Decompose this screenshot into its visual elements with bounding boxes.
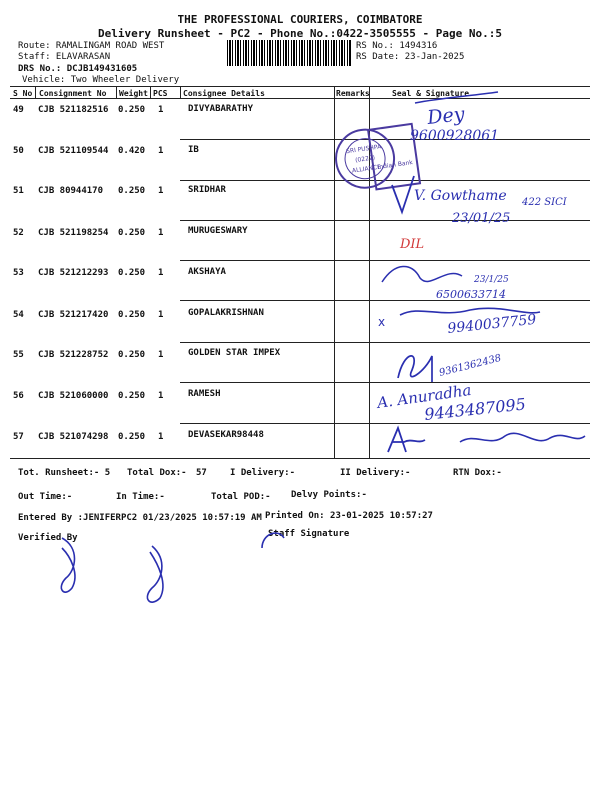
handwriting-row49-sign: Dey — [426, 103, 466, 129]
row-consignee: RAMESH — [188, 389, 221, 399]
drs-number: DRS No.: DCJB149431605 — [18, 64, 138, 74]
row-consignee: AKSHAYA — [188, 267, 226, 277]
col-header-consignee: Consignee Details — [183, 89, 265, 98]
row-pcs: 1 — [158, 310, 164, 320]
row-sno: 54 — [13, 310, 24, 320]
row-sno: 52 — [13, 228, 24, 238]
staff-label: Staff: ELAVARASAN — [18, 52, 111, 62]
row-sno: 50 — [13, 146, 24, 156]
handwriting-row49-phone: 9600928061 — [410, 128, 500, 144]
signature-stroke — [415, 92, 498, 103]
signature-stroke — [392, 176, 414, 212]
row-weight: 0.250 — [118, 391, 146, 401]
handwriting-row53-phone: 6500633714 — [436, 288, 506, 301]
row-pcs: 1 — [158, 186, 164, 196]
total-pod: Total POD:- — [211, 492, 271, 502]
stamp-text-1: SRI PUSHPA — [345, 143, 382, 156]
stamp-text-4: Indian Bank — [377, 159, 414, 171]
row-consignee: DIVYABARATHY — [188, 104, 254, 114]
ii-delivery: II Delivery:- — [340, 468, 411, 478]
col-header-consignment: Consignment No — [39, 89, 107, 98]
company-title: THE PROFESSIONAL COURIERS, COIMBATORE — [177, 13, 423, 26]
row-consignment: CJB 521060000 — [38, 391, 109, 401]
row-sno: 51 — [13, 186, 24, 196]
rs-date: RS Date: 23-Jan-2025 — [356, 52, 465, 62]
row-consignment: CJB 521109544 — [38, 146, 109, 156]
row-pcs: 1 — [158, 146, 164, 156]
total-dox-label: Total Dox:- — [127, 468, 187, 478]
row-pcs: 1 — [158, 228, 164, 238]
row-consignment: CJB 521182516 — [38, 105, 109, 115]
stamp-text-3: ALLIANCE — [351, 163, 382, 175]
row-weight: 0.250 — [118, 350, 146, 360]
row-weight: 0.420 — [118, 146, 146, 156]
handwriting-row56-sign: A. Anuradha — [376, 380, 473, 412]
printed-on: Printed On: 23-01-2025 10:57:27 — [265, 511, 433, 521]
row-consignment: CJB 521198254 — [38, 228, 109, 238]
row-consignment: CJB 521228752 — [38, 350, 109, 360]
row-sno: 56 — [13, 391, 24, 401]
handwriting-row55-phone: 9361362438 — [438, 352, 503, 379]
row-consignment: CJB 80944170 — [38, 186, 104, 196]
col-header-weight: Weight — [119, 89, 148, 98]
in-time: In Time:- — [116, 492, 165, 502]
col-header-pcs: PCS — [153, 89, 168, 98]
out-time: Out Time:- — [18, 492, 73, 502]
delvy-points: Delvy Points:- — [291, 490, 367, 500]
signature-stroke — [460, 433, 585, 442]
row-weight: 0.250 — [118, 186, 146, 196]
staff-signature-mark — [262, 533, 284, 548]
handwriting-row53-date: 23/1/25 — [474, 275, 509, 285]
handwriting-row51-code: 422 SICI — [522, 197, 567, 208]
stamp-text-2: (0222) — [354, 154, 376, 165]
row-weight: 0.250 — [118, 228, 146, 238]
row-pcs: 1 — [158, 105, 164, 115]
col-header-remarks: Remarks — [336, 89, 370, 98]
verified-signature — [61, 538, 75, 592]
row-sno: 49 — [13, 105, 24, 115]
route-label: Route: RAMALINGAM ROAD WEST — [18, 41, 165, 51]
total-dox-value: 57 — [196, 468, 207, 478]
row-pcs: 1 — [158, 391, 164, 401]
row-pcs: 1 — [158, 350, 164, 360]
row-sno: 53 — [13, 268, 24, 278]
row-sno: 55 — [13, 350, 24, 360]
rtn-dox: RTN Dox:- — [453, 468, 502, 478]
col-header-seal-signature: Seal & Signature — [392, 89, 470, 98]
entered-by: Entered By :JENIFERPC2 01/23/2025 10:57:19 AM — [18, 513, 262, 523]
row-consignee: MURUGESWARY — [188, 226, 248, 236]
handwriting-row52-remark: DIL — [400, 237, 425, 252]
row-sno: 57 — [13, 432, 24, 442]
row-consignee: GOLDEN STAR IMPEX — [188, 348, 281, 358]
row-consignment: CJB 521212293 — [38, 268, 109, 278]
row-consignment: CJB 521217420 — [38, 310, 109, 320]
cross-mark: x — [378, 315, 386, 329]
verified-signature — [147, 546, 163, 602]
signature-stroke — [382, 266, 462, 282]
row-consignment: CJB 521074298 — [38, 432, 109, 442]
row-weight: 0.250 — [118, 268, 146, 278]
handwriting-row51-date: 23/01/25 — [452, 211, 511, 226]
row-pcs: 1 — [158, 432, 164, 442]
staff-signature-label: Staff Signature — [268, 529, 350, 539]
row-weight: 0.250 — [118, 310, 146, 320]
vehicle-label: Vehicle: Two Wheeler Delivery — [22, 75, 180, 85]
handwriting-row56-phone: 9443487095 — [423, 394, 527, 424]
signature-stroke — [398, 356, 432, 382]
delivery-stamp — [332, 123, 420, 195]
row-consignee: DEVASEKAR98448 — [188, 430, 264, 440]
row-consignee: GOPALAKRISHNAN — [188, 308, 264, 318]
handwriting-row54-phone: 9940037759 — [446, 311, 538, 337]
verified-by-label: Verified By — [18, 533, 78, 543]
row-consignee: SRIDHAR — [188, 185, 226, 195]
tot-runsheet: Tot. Runsheet:- 5 — [18, 468, 111, 478]
runsheet-subtitle: Delivery Runsheet - PC2 - Phone No.:0422-3505555 - Page No.:5 — [98, 27, 502, 40]
signature-stroke — [388, 428, 425, 452]
col-header-sno: S No — [13, 89, 33, 98]
row-pcs: 1 — [158, 268, 164, 278]
handwriting-row51-sign: V. Gowthame — [414, 188, 507, 204]
i-delivery: I Delivery:- — [230, 468, 296, 478]
rs-number: RS No.: 1494316 — [356, 41, 438, 51]
row-consignee: IB — [188, 145, 199, 155]
row-weight: 0.250 — [118, 105, 146, 115]
row-weight: 0.250 — [118, 432, 146, 442]
